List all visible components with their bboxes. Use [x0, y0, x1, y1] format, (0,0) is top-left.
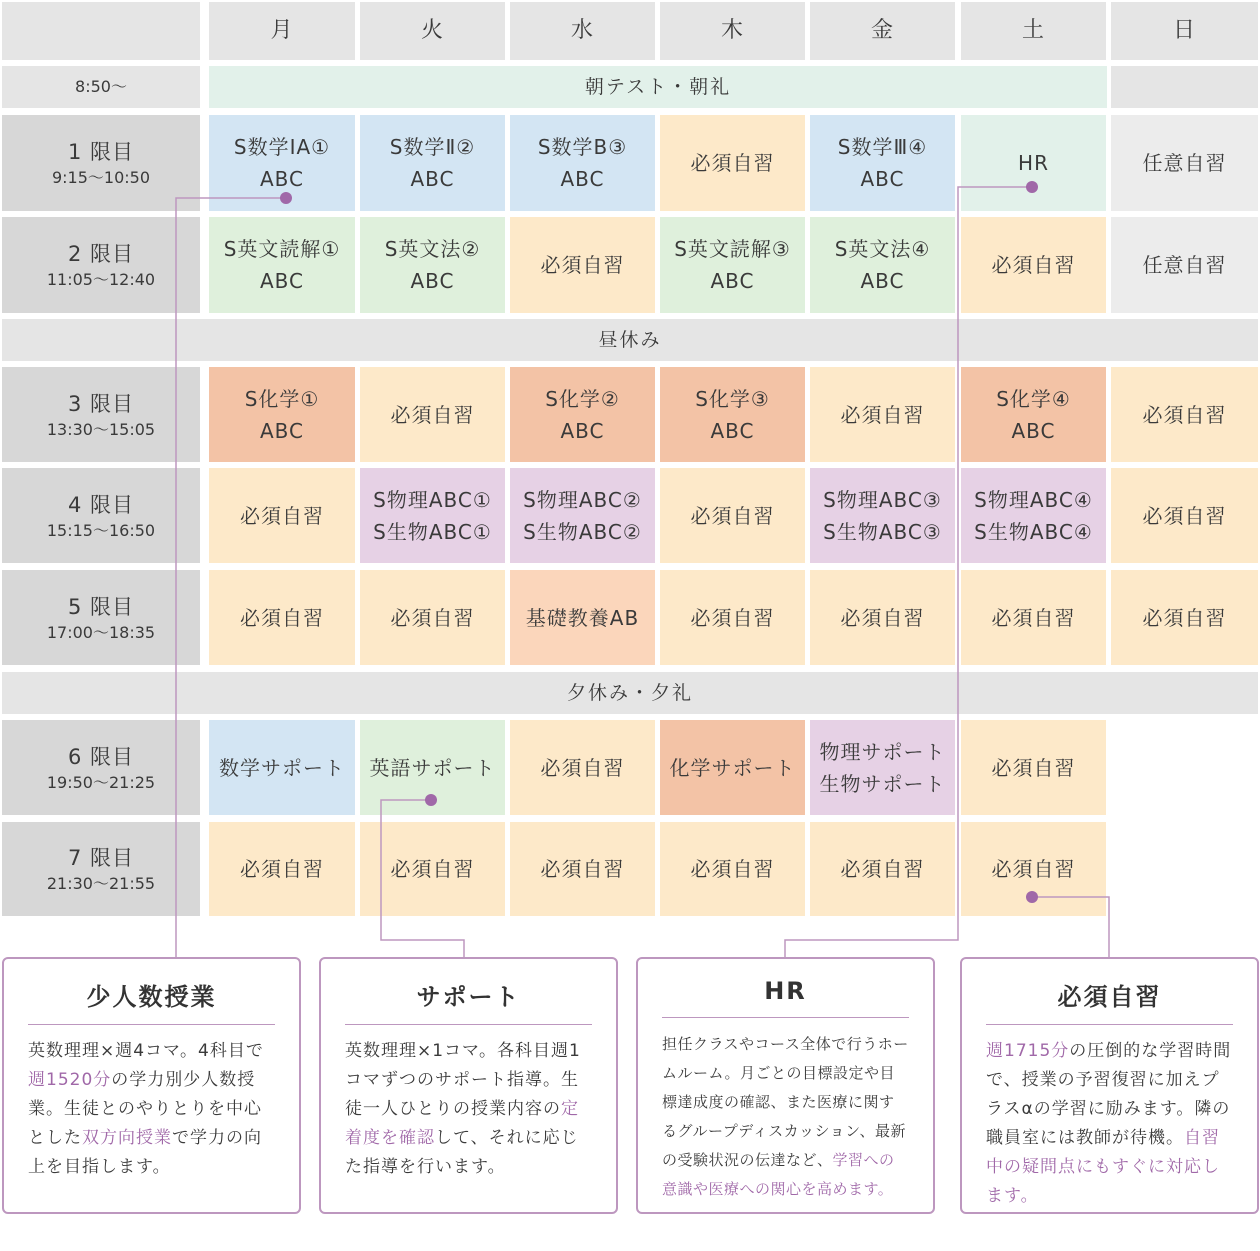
class-cell — [1111, 367, 1258, 462]
class-cell — [209, 570, 355, 665]
class-group: ABC — [259, 269, 304, 293]
day-header — [360, 2, 505, 60]
note-title: HR — [662, 977, 909, 1018]
class-name: S数学B③ — [537, 135, 628, 159]
day-header — [1111, 2, 1258, 60]
class-name: 必須自習 — [540, 857, 625, 881]
class-cell — [1111, 720, 1258, 815]
period-time: 13:30～15:05 — [46, 419, 156, 439]
day-label: 水 — [570, 18, 594, 43]
note-text-run: の圧倒的な学習時間で、授業の予習復習に加えプラスαの学習に励みます。隣の職員室には教師が待機。 — [986, 1041, 1232, 1148]
period-label — [2, 217, 200, 313]
class-cell — [209, 217, 355, 313]
class-name: 必須自習 — [240, 503, 324, 528]
class-name: HR — [1018, 151, 1049, 175]
day-header — [810, 2, 955, 60]
period-label — [2, 822, 200, 916]
note-text-run: の学力別少人数授業。生徒とのやりとりを中心とした — [28, 1070, 262, 1148]
day-label: 火 — [420, 18, 444, 43]
class-cell — [360, 217, 505, 313]
class-cell — [810, 570, 955, 665]
morning-time-label: 8:50～ — [75, 77, 127, 96]
period-time: 9:15～10:50 — [51, 168, 151, 187]
class-cell — [510, 217, 655, 313]
period-number: 2 限目 — [67, 242, 135, 266]
period-time: 21:30～21:55 — [46, 874, 156, 893]
class-group: ABC — [259, 418, 304, 443]
class-cell — [510, 570, 655, 665]
class-group: ABC — [860, 269, 905, 293]
class-cell — [810, 468, 955, 563]
period-time: 17:00～18:35 — [46, 622, 156, 642]
note-text — [986, 1037, 1233, 1211]
period-label — [2, 468, 200, 563]
note-hr — [636, 957, 935, 1214]
period-number: 3 限目 — [67, 391, 135, 416]
class-cell — [660, 468, 805, 563]
highlight-text: 定着度を確認 — [345, 1099, 579, 1148]
class-group: ABC — [710, 269, 755, 293]
class-name: S英文法② — [384, 237, 481, 261]
day-header — [660, 2, 805, 60]
period-time: 11:05～12:40 — [46, 270, 156, 289]
day-label: 土 — [1021, 18, 1045, 43]
class-cell — [360, 570, 505, 665]
class-name: S数学Ⅲ④ — [837, 135, 928, 159]
class-cell — [1111, 468, 1258, 563]
class-name: S化学③ — [695, 386, 770, 411]
class-cell — [660, 570, 805, 665]
class-name: 必須自習 — [690, 151, 775, 175]
class-cell — [510, 720, 655, 815]
class-name: S英文読解① — [223, 237, 341, 261]
class-cell — [209, 720, 355, 815]
class-cell — [360, 115, 505, 211]
class-cell — [660, 217, 805, 313]
class-cell — [510, 367, 655, 462]
class-name: 必須自習 — [991, 755, 1076, 780]
day-header — [961, 2, 1106, 60]
note-title: 少人数授業 — [28, 977, 275, 1025]
class-group: S生物ABC② — [523, 519, 642, 544]
class-name: 必須自習 — [240, 605, 324, 630]
class-group: ABC — [710, 418, 755, 443]
note-title: 必須自習 — [986, 977, 1233, 1025]
morning-sunday-cell — [1111, 66, 1258, 108]
class-name: 必須自習 — [240, 857, 324, 881]
class-name: S英文法④ — [834, 237, 931, 261]
note-text-run: 英数理理×週4コマ。4科目で — [28, 1041, 264, 1061]
class-name: S化学② — [545, 386, 620, 411]
class-cell — [209, 468, 355, 563]
class-cell — [810, 115, 955, 211]
evening-break-label: 夕休み・夕礼 — [566, 682, 693, 704]
class-cell — [961, 367, 1106, 462]
day-label: 月 — [270, 18, 294, 43]
morning-assembly-label: 朝テスト・朝礼 — [584, 76, 732, 98]
class-name: 必須自習 — [1142, 605, 1227, 630]
period-label — [2, 570, 200, 665]
period-label — [2, 367, 200, 462]
note-small-class — [2, 957, 301, 1214]
class-name: 必須自習 — [390, 857, 475, 881]
period-time: 15:15～16:50 — [46, 520, 156, 540]
class-group: S生物ABC③ — [823, 519, 942, 544]
class-cell — [510, 822, 655, 916]
period-number: 4 限目 — [67, 492, 135, 517]
note-support — [319, 957, 618, 1214]
day-label: 金 — [870, 18, 894, 43]
class-name: 必須自習 — [540, 755, 625, 780]
class-name: S化学④ — [996, 386, 1071, 411]
note-text-run: して、それに応じた指導を行います。 — [345, 1128, 579, 1177]
class-name: 化学サポート — [669, 755, 796, 780]
note-text-run: で学力の向上を目指します。 — [28, 1128, 262, 1177]
period-number: 1 限目 — [67, 140, 135, 164]
highlight-text: 学習への意識や医療への関心を高めます。 — [662, 1151, 895, 1198]
class-name: 必須自習 — [991, 253, 1076, 277]
class-name: 必須自習 — [690, 503, 775, 528]
class-cell — [961, 468, 1106, 563]
class-group: ABC — [1011, 418, 1056, 443]
class-name: S物理ABC④ — [974, 487, 1093, 512]
class-name: S化学① — [244, 386, 320, 411]
morning-time — [2, 66, 200, 108]
class-name: 必須自習 — [1142, 402, 1227, 427]
class-cell — [961, 115, 1106, 211]
class-cell — [1111, 115, 1258, 211]
note-title: サポート — [345, 977, 592, 1025]
class-cell — [961, 822, 1106, 916]
note-text-run: 担任クラスやコース全体で行うホームルーム。月ごとの目標設定や目標達成度の確認、また医療に関するグループディスカッション、最新の受験状況の伝達など、 — [662, 1035, 909, 1169]
class-name: 任意自習 — [1142, 151, 1227, 175]
class-name: 必須自習 — [690, 857, 775, 881]
class-name: 必須自習 — [991, 605, 1076, 630]
note-self-study — [960, 957, 1259, 1214]
day-label: 木 — [720, 18, 744, 43]
class-name: 数学サポート — [219, 755, 345, 780]
note-text — [662, 1030, 909, 1204]
period-number: 7 限目 — [67, 846, 135, 870]
class-cell — [1111, 217, 1258, 313]
class-name: 必須自習 — [540, 253, 625, 277]
period-number: 6 限目 — [67, 744, 135, 769]
morning-assembly-row — [209, 66, 1107, 108]
class-cell — [209, 115, 355, 211]
class-cell — [360, 468, 505, 563]
period-time: 19:50～21:25 — [46, 772, 156, 792]
class-name: 物理サポート — [819, 739, 946, 764]
class-name: 基礎教養AB — [525, 605, 640, 630]
class-cell — [209, 367, 355, 462]
period-number: 5 限目 — [67, 594, 135, 619]
class-cell — [360, 822, 505, 916]
class-group: S生物ABC④ — [974, 519, 1093, 544]
class-name: 必須自習 — [991, 857, 1076, 881]
class-group: ABC — [259, 167, 304, 191]
class-name: 必須自習 — [390, 605, 475, 630]
highlight-text: 週1715分 — [986, 1041, 1070, 1061]
class-name: S数学ⅠA① — [233, 135, 331, 159]
class-cell — [810, 720, 955, 815]
note-text-run: 英数理理×1コマ。各科目週1コマずつのサポート指導。生徒一人ひとりの授業内容の — [345, 1041, 581, 1119]
lunch-break-label: 昼休み — [598, 329, 662, 351]
class-cell — [961, 217, 1106, 313]
class-cell — [209, 822, 355, 916]
class-name: 英語サポート — [369, 755, 496, 780]
class-group: ABC — [560, 418, 605, 443]
class-group: ABC — [860, 167, 905, 191]
class-cell — [961, 570, 1106, 665]
class-name: 必須自習 — [840, 857, 925, 881]
class-cell — [810, 822, 955, 916]
day-header — [209, 2, 355, 60]
class-group: S生物ABC① — [373, 519, 492, 544]
period-label — [2, 720, 200, 815]
class-cell — [360, 367, 505, 462]
class-group: ABC — [560, 167, 605, 191]
day-header — [510, 2, 655, 60]
class-name: S物理ABC① — [373, 487, 492, 512]
class-cell — [1111, 570, 1258, 665]
class-name: 必須自習 — [390, 402, 475, 427]
highlight-text: 双方向授業 — [82, 1128, 172, 1148]
class-name: S物理ABC③ — [823, 487, 942, 512]
class-group: ABC — [410, 269, 455, 293]
class-name: 必須自習 — [1142, 503, 1227, 528]
note-text — [345, 1037, 592, 1182]
class-cell — [1111, 822, 1258, 916]
class-cell — [360, 720, 505, 815]
highlight-text: 週1520分 — [28, 1070, 112, 1090]
class-name: 必須自習 — [840, 402, 925, 427]
class-name: 必須自習 — [690, 605, 775, 630]
class-cell — [510, 468, 655, 563]
class-cell — [660, 367, 805, 462]
class-cell — [961, 720, 1106, 815]
class-group: 生物サポート — [819, 771, 946, 796]
day-label: 日 — [1172, 18, 1196, 43]
class-cell — [510, 115, 655, 211]
class-cell — [660, 822, 805, 916]
period-label — [2, 115, 200, 211]
class-name: S英文読解③ — [674, 237, 791, 261]
note-text — [28, 1037, 275, 1182]
highlight-text: 自習中の疑問点にもすぐに対応します。 — [986, 1128, 1220, 1206]
class-name: S数学Ⅱ② — [389, 135, 476, 159]
class-cell — [660, 720, 805, 815]
evening-break-row — [2, 672, 1258, 714]
class-name: 必須自習 — [840, 605, 925, 630]
class-cell — [810, 217, 955, 313]
lunch-break-row — [2, 319, 1258, 361]
class-name: S物理ABC② — [523, 487, 642, 512]
class-cell — [660, 115, 805, 211]
class-group: ABC — [410, 167, 455, 191]
class-name: 任意自習 — [1142, 253, 1227, 277]
header-corner — [2, 2, 200, 60]
class-cell — [810, 367, 955, 462]
